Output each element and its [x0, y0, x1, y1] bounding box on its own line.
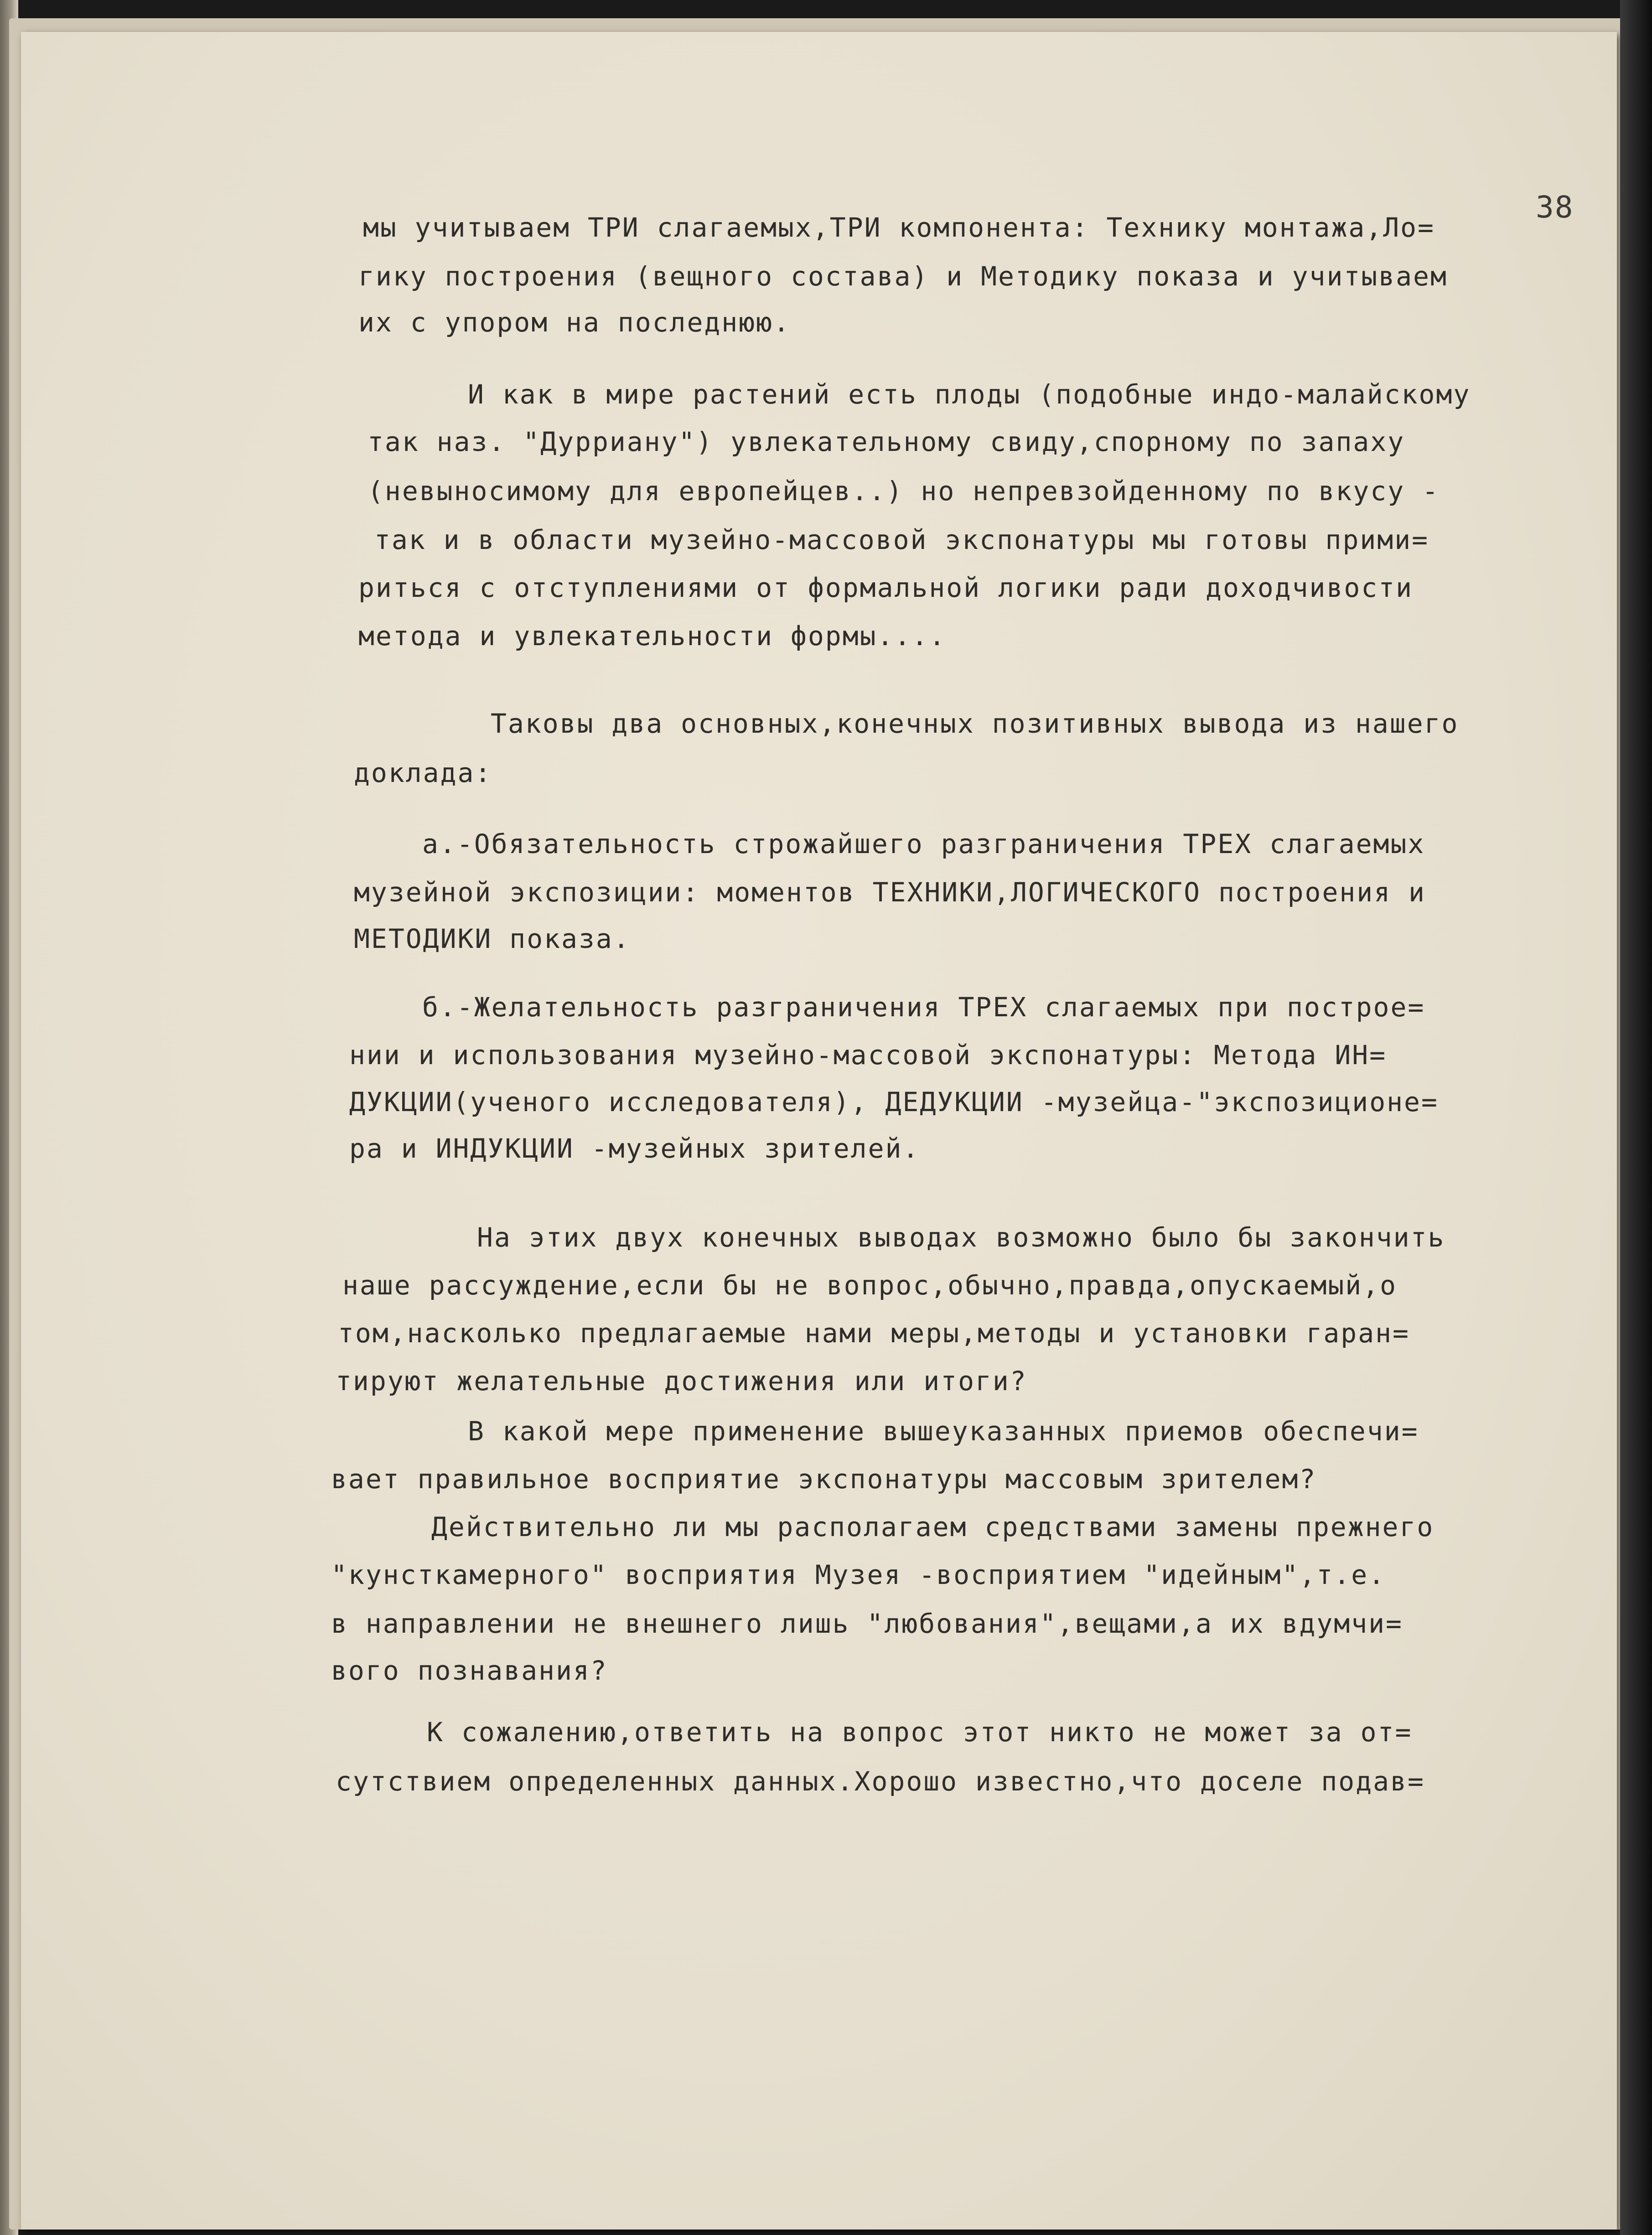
text-line-22: тируют желательные достижения или итоги? — [336, 1366, 1027, 1397]
text-line-26: "кунсткамерного" восприятия Музея -восприятием "идейным",т.е. — [331, 1559, 1386, 1590]
text-line-10: Таковы два основных,конечных позитивных вывода из нашего — [491, 708, 1459, 739]
text-line-30: сутствием определенных данных.Хорошо известно,что доселе подав= — [336, 1766, 1425, 1797]
scan-right-edge — [1620, 0, 1652, 2235]
text-line-27: в направлении не внешнего лишь "любования",вещами,а их вдумчи= — [331, 1608, 1403, 1639]
text-line-1: мы учитываем ТРИ слагаемых,ТРИ компонента: Технику монтажа,Ло= — [363, 212, 1435, 243]
text-line-7: так и в области музейно-массовой экспонатуры мы готовы прими= — [374, 524, 1429, 555]
text-line-14: МЕТОДИКИ показа. — [354, 923, 631, 954]
text-line-19: На этих двух конечных выводах возможно было бы закончить — [477, 1222, 1445, 1253]
text-line-15: б.-Желательность разграничения ТРЕХ слагаемых при построе= — [422, 992, 1425, 1023]
text-line-3: их с упором на последнюю. — [358, 307, 791, 338]
text-line-29: К сожалению,ответить на вопрос этот никто не может за от= — [427, 1717, 1413, 1748]
text-line-28: вого познавания? — [331, 1655, 608, 1686]
text-line-16: нии и использования музейно-массовой экспонатуры: Метода ИН= — [349, 1040, 1387, 1071]
text-line-20: наше рассуждение,если бы не вопрос,обычно,правда,опускаемый,о — [342, 1270, 1398, 1301]
page-number: 38 — [1536, 190, 1574, 225]
text-line-6: (невыносимому для европейцев..) но непревзойденному по вкусу - — [368, 476, 1440, 507]
document-page — [21, 32, 1617, 2230]
text-line-24: вает правильное восприятие экспонатуры массовым зрителем? — [331, 1464, 1317, 1495]
text-line-13: музейной экспозиции: моментов ТЕХНИКИ,ЛОГИЧЕСКОГО построения и — [354, 877, 1426, 908]
text-line-25: Действительно ли мы располагаем средствами замены прежнего — [431, 1511, 1434, 1542]
text-line-2: гику построения (вещного состава) и Методику показа и учитываем — [358, 261, 1448, 292]
text-line-11: доклада: — [354, 757, 492, 788]
text-line-5: так наз. "Дурриану") увлекательному свиду,спорному по запаху — [368, 426, 1405, 457]
text-line-8: риться с отступлениями от формальной логики ради доходчивости — [358, 572, 1414, 603]
text-line-17: ДУКЦИИ(ученого исследователя), ДЕДУКЦИИ -музейца-"экспозиционе= — [349, 1086, 1439, 1118]
text-line-12: а.-Обязательность строжайшего разграничения ТРЕХ слагаемых — [422, 828, 1425, 859]
text-line-9: метода и увлекательности формы.... — [358, 621, 947, 652]
text-line-4: И как в мире растений есть плоды (подобные индо-малайскому — [468, 379, 1471, 410]
text-line-18: ра и ИНДУКЦИИ -музейных зрителей. — [349, 1133, 920, 1164]
text-line-23: В какой мере применение вышеуказанных приемов обеспечи= — [468, 1416, 1419, 1447]
text-line-21: том,насколько предлагаемые нами меры,методы и установки гаран= — [338, 1318, 1410, 1349]
